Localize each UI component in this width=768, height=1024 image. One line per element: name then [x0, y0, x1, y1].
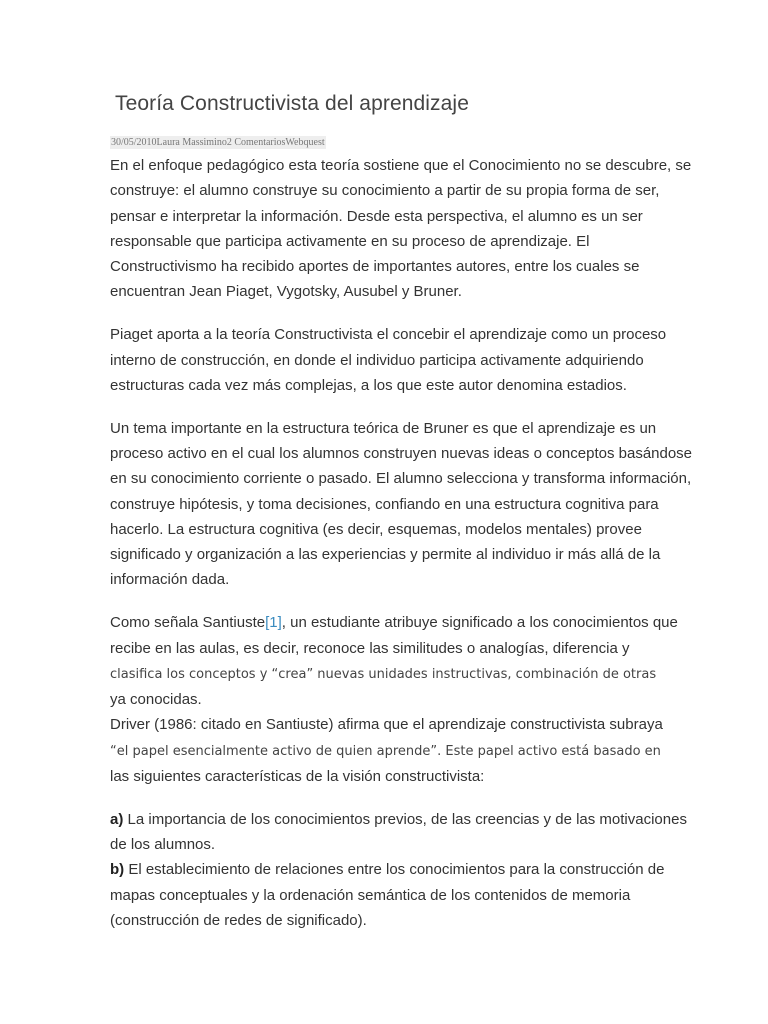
driver-quote: “el papel esencialmente activo de quien aprende”. Este papel activo está basado en — [110, 743, 661, 759]
driver-text-start: Driver (1986: citado en Santiuste) afirma que el aprendizaje constructivista subraya — [110, 716, 663, 734]
santiuste-text-end: , un estudiante atribuye significado a los conocimientos que recibe en las aulas, es decir, reconoce las similitudes o analogías, diferencia y — [110, 614, 678, 657]
list-item-a — [110, 807, 695, 858]
driver-text-end: las siguientes características de la visión constructivista: — [110, 768, 485, 786]
item-b-label: b) — [110, 861, 125, 879]
paragraph-santiuste — [110, 610, 695, 712]
item-a-text: La importancia de los conocimientos previos, de las creencias y de las motivaciones de los alumnos. — [110, 810, 687, 854]
paragraph-driver — [110, 712, 695, 789]
footnote-link[interactable]: [1] — [265, 614, 282, 632]
article-body — [110, 153, 695, 951]
item-b-text: El establecimiento de relaciones entre los conocimientos para la construcción de mapas conceptuales y la ordenación semántica de los contenidos de memoria (construcción de redes de significado). — [110, 861, 665, 930]
paragraph-bruner: Un tema importante en la estructura teórica de Bruner es que el aprendizaje es un proceso activo en el cual los alumnos construyen nuevas ideas o conceptos basándose en su conocimiento corriente o pasado. El alumno selecciona y transforma información, construye hipótesis, y toma decisiones, confiando en una estructura cognitiva para hacerlo. La estructura cognitiva (es decir, esquemas, modelos mentales) provee significado y organización a las experiencias y permite al individuo ir más allá de la información dada. — [110, 419, 693, 589]
paragraph-intro: En el enfoque pedagógico esta teoría sostiene que el Conocimiento no se descubre, se construye: el alumno construye su conocimiento a partir de su propia forma de ser, pensar e interpretar la información. Desde esta perspectiva, el alumno es un ser responsable que participa activamente en su proceso de aprendizaje. El Constructivismo ha recibido aportes de importantes autores, entre los cuales se encuentran Jean Piaget, Vygotsky, Ausubel y Bruner. — [110, 157, 692, 301]
page-title: Teoría Constructivista del aprendizaje — [115, 92, 469, 115]
santiuste-text-final: ya conocidas. — [110, 691, 202, 709]
paragraph-piaget: Piaget aporta a la teoría Constructivista el concebir el aprendizaje como un proceso interno de construcción, en donde el individuo participa activamente adquiriendo estructuras cada vez más complejas, a los que este autor denomina estadios. — [110, 326, 667, 394]
santiuste-text-start: Como señala Santiuste — [110, 614, 266, 632]
post-meta: 30/05/2010Laura Massimino2 ComentariosWebquest — [111, 137, 325, 148]
santiuste-text-alt: clasifica los conceptos y “crea” nuevas unidades instructivas, combinación de otras — [110, 666, 657, 682]
list-item-b — [110, 857, 695, 933]
item-a-label: a) — [110, 810, 124, 828]
